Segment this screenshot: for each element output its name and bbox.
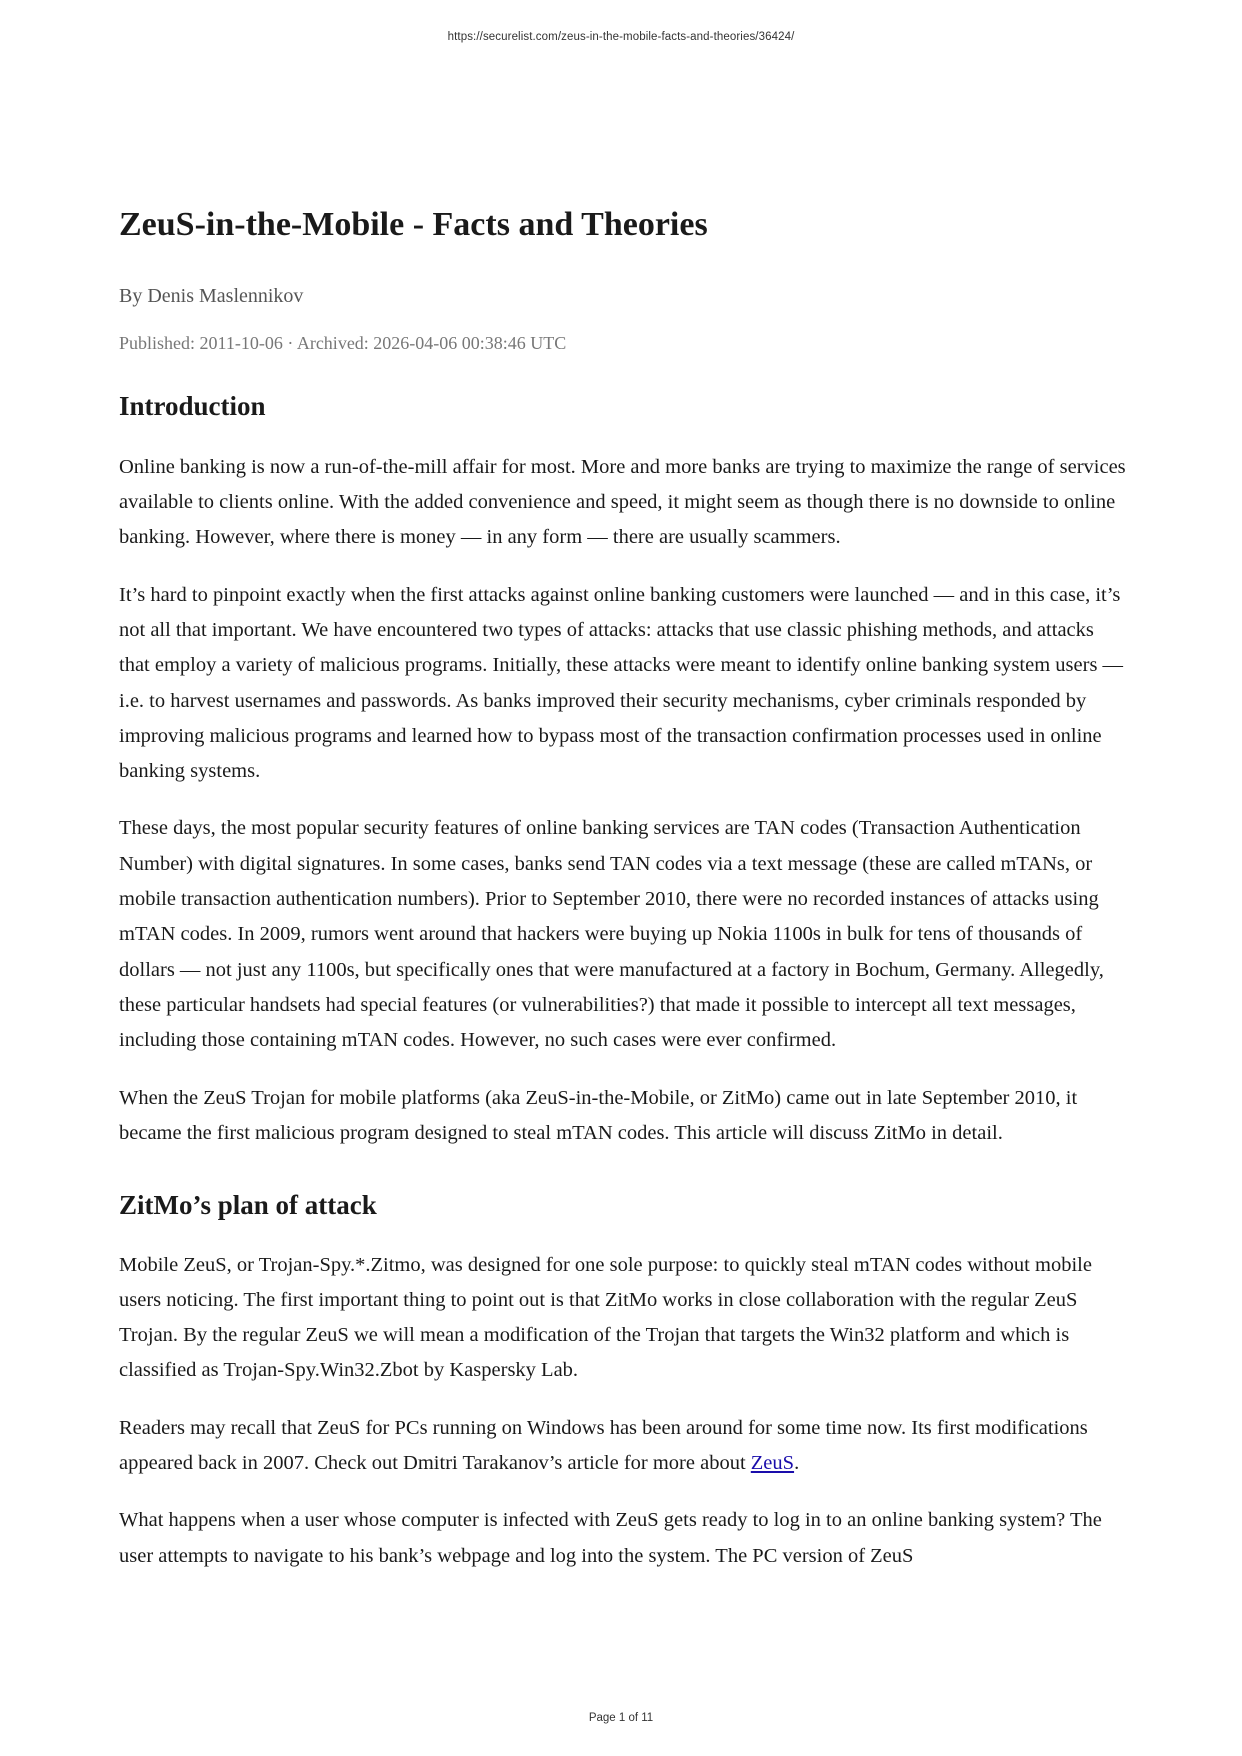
zeus-article-link[interactable]: ZeuS [750, 1452, 795, 1474]
section-heading-introduction: Introduction [119, 391, 266, 422]
paragraph: It’s hard to pinpoint exactly when the first attacks against online banking customers were launched — and in this case, it’s not all that important. We have encountered two types of attacks: attacks that use classic phishing methods, and attacks that employ a variety of malicious programs. Initially, these attacks were meant to identify online banking system users — i.e. to harvest usernames and passwords. As banks improved their security mechanisms, cyber criminals responded by improving malicious programs and learned how to bypass most of the transaction confirmation processes used in online banking systems. [119, 583, 1124, 783]
section-heading-plan-of-attack: ZitMo’s plan of attack [119, 1190, 377, 1221]
paragraph: These days, the most popular security features of online banking services are TAN codes (Transaction Authentication Number) with digital signatures. In some cases, banks send TAN codes via a text message (these are called mTANs, or mobile transaction authentication numbers). Prior to September 2010, there were no recorded instances of attacks using mTAN codes. In 2009, rumors went around that hackers were buying up Nokia 1100s in bulk for tens of thousands of dollars — not just any 1100s, but specifically ones that were manufactured at a factory in Bochum, Germany. Allegedly, these particular handsets had special features (or vulnerabilities?) that made it possible to intercept all text messages, including those containing mTAN codes. However, no such cases were ever confirmed. [119, 817, 1104, 1052]
paragraph: What happens when a user whose computer is infected with ZeuS gets ready to log in to an online banking system? The user attempts to navigate to his bank’s webpage and log into the system. The PC version of ZeuS [119, 1509, 1102, 1567]
paragraph: Mobile ZeuS, or Trojan-Spy.*.Zitmo, was designed for one sole purpose: to quickly steal mTAN codes without mobile users noticing. The first important thing to point out is that ZitMo works in close collaboration with the regular ZeuS Trojan. By the regular ZeuS we will mean a modification of the Trojan that targets the Win32 platform and which is classified as Trojan-Spy.Win32.Zbot by Kaspersky Lab. [119, 1253, 1092, 1382]
paragraph-text-end: . [794, 1452, 800, 1474]
page-number: Page 1 of 11 [588, 1712, 654, 1724]
article-byline: By Denis Maslennikov [119, 284, 304, 307]
paragraph-text: Readers may recall that ZeuS for PCs running on Windows has been around for some time now. Its first modifications appeared back in 2007. Check out Dmitri Tarakanov’s article for more about [119, 1416, 1088, 1474]
article-meta: Published: 2011-10-06 · Archived: 2026-04-06 00:38:46 UTC [119, 332, 567, 353]
paragraph: Online banking is now a run-of-the-mill affair for most. More and more banks are trying to maximize the range of services available to clients online. With the added convenience and speed, it might seem as though there is no downside to online banking. However, where there is money — in any form — there are usually scammers. [119, 455, 1126, 549]
page-header-url: https://securelist.com/zeus-in-the-mobile-facts-and-theories/36424/ [447, 31, 795, 43]
paragraph: When the ZeuS Trojan for mobile platforms (aka ZeuS-in-the-Mobile, or ZitMo) came out in late September 2010, it became the first malicious program designed to steal mTAN codes. This article will discuss ZitMo in detail. [119, 1086, 1078, 1144]
article-title: ZeuS-in-the-Mobile - Facts and Theories [119, 206, 708, 243]
article [119, 205, 1129, 1574]
paragraph-with-link [119, 1411, 1129, 1482]
